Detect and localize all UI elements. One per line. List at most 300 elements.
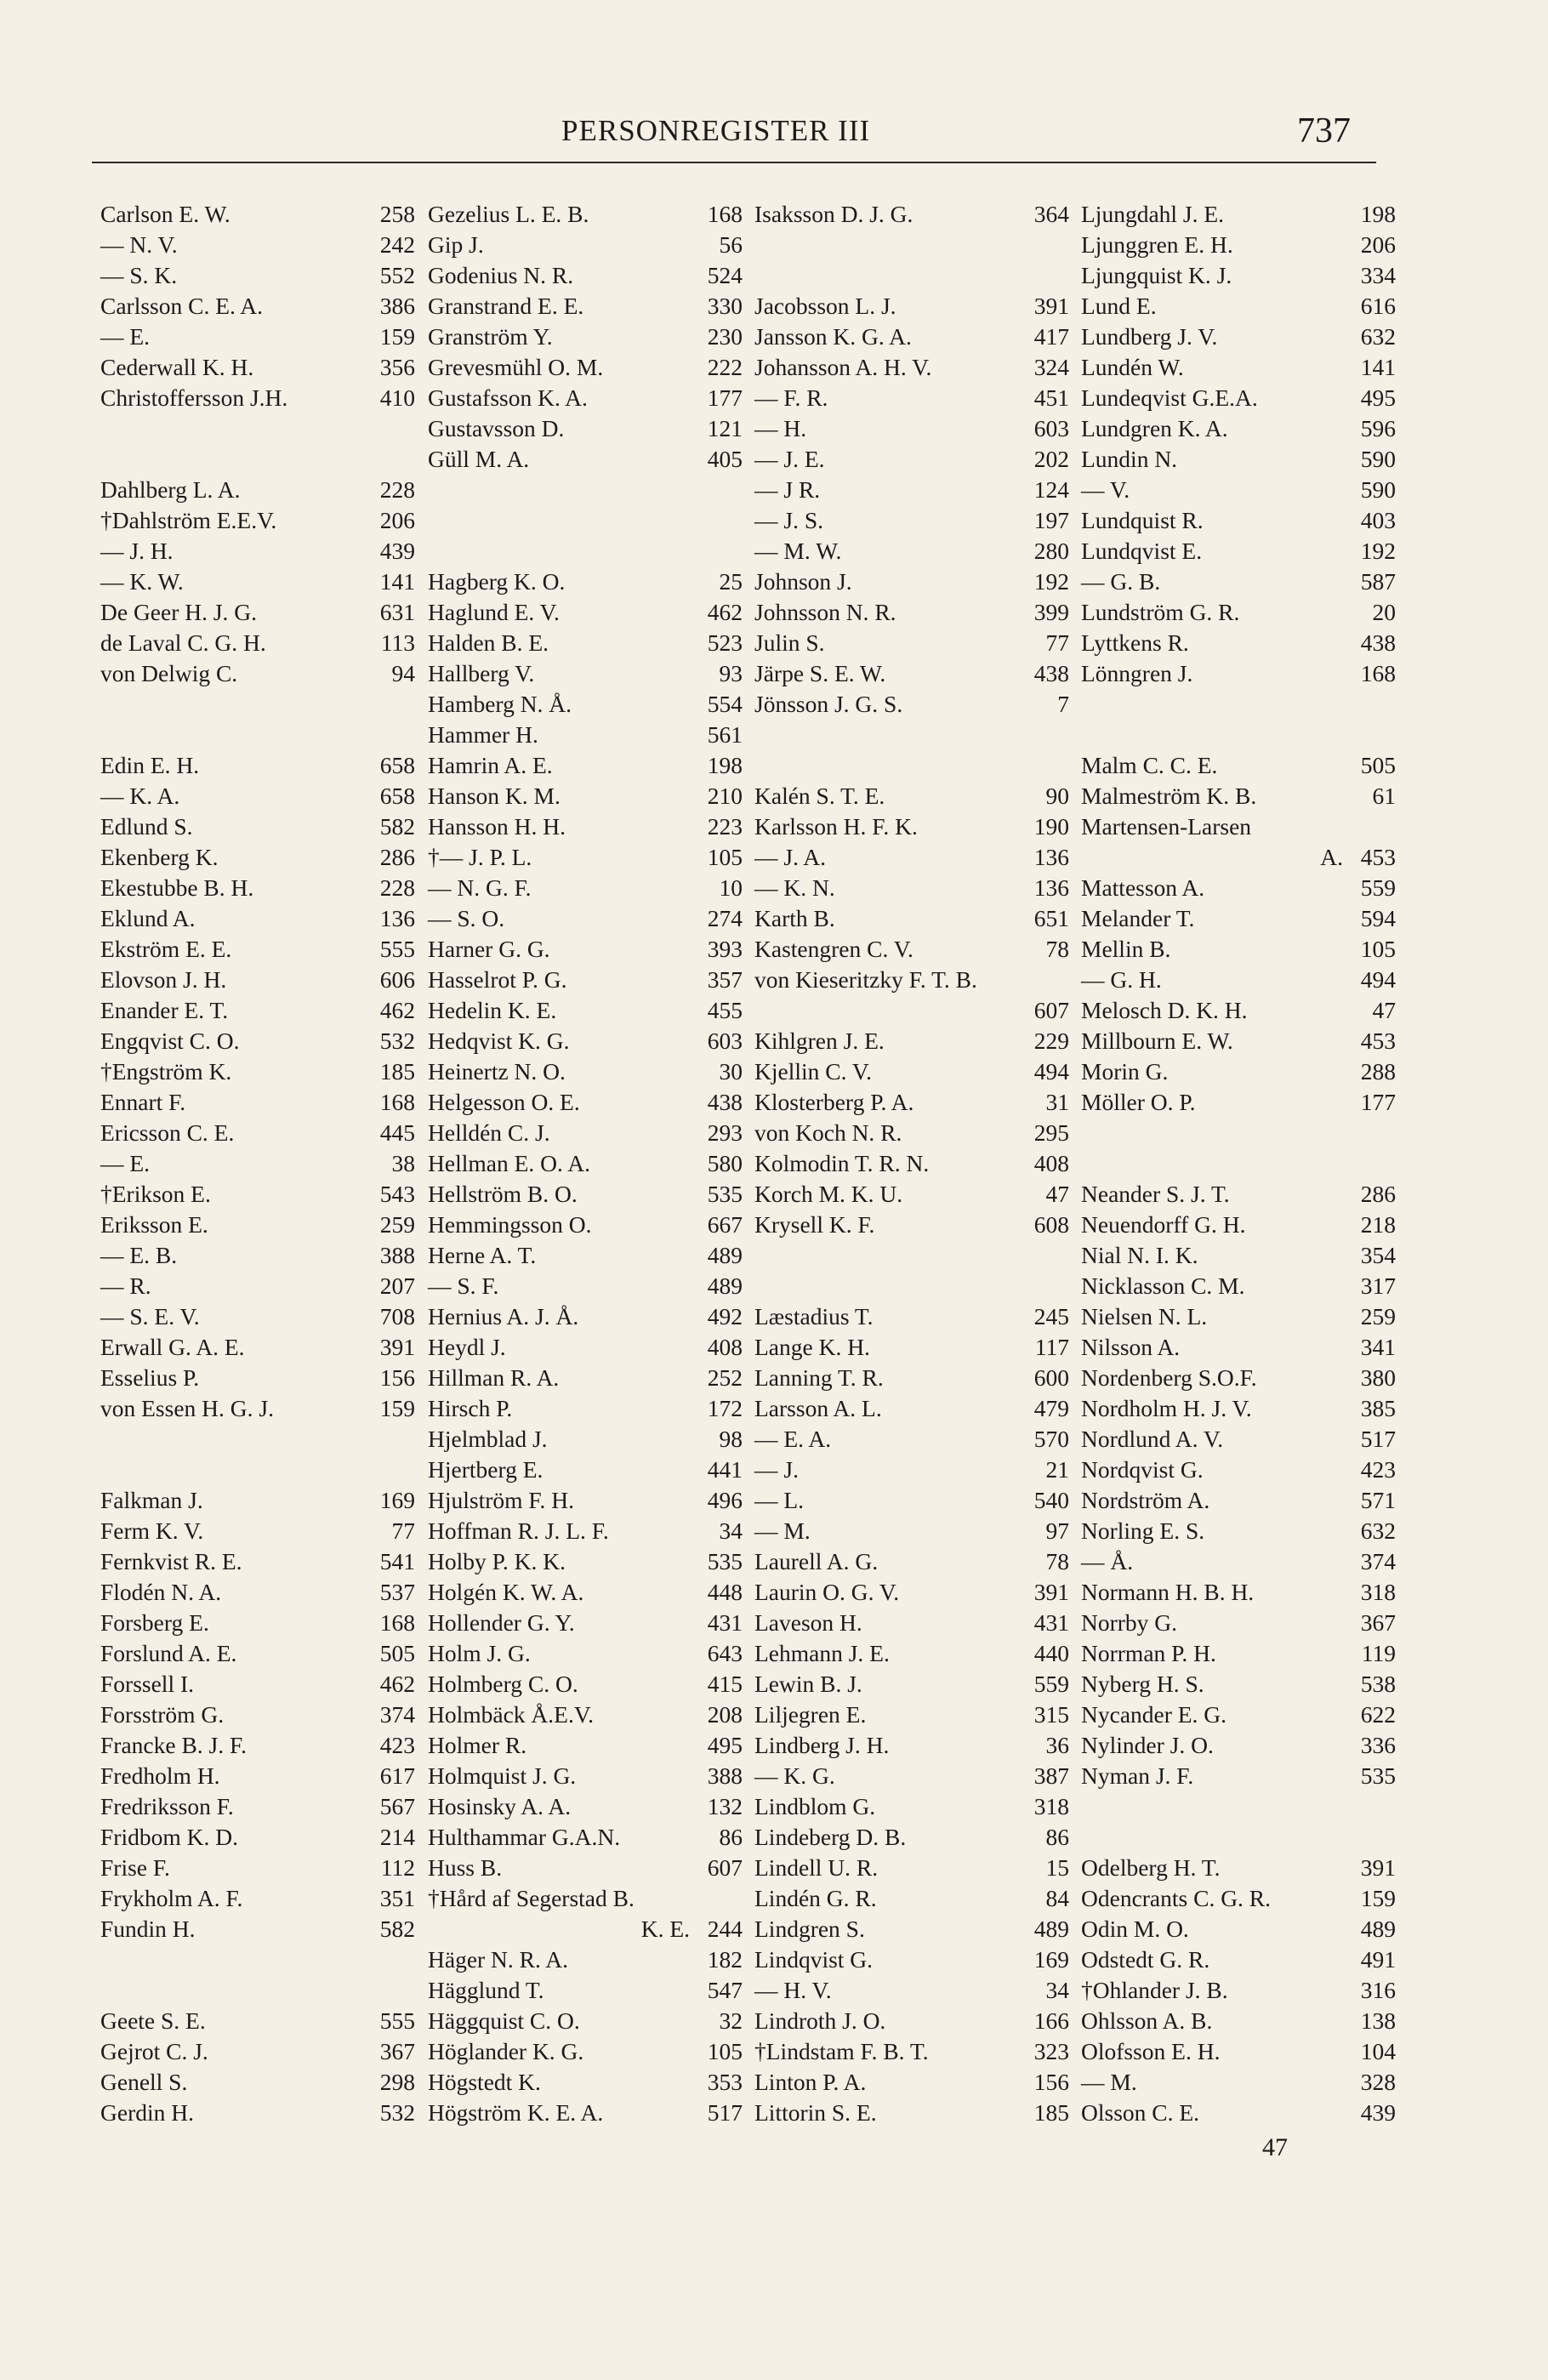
entry-page-number: 532: [379, 1028, 415, 1054]
entry-page-number: 20: [1372, 599, 1396, 625]
entry-page-number: 10: [719, 874, 743, 901]
entry-name: Hjelmblad J.: [428, 1426, 548, 1452]
entry-name: Laurell A. G.: [754, 1548, 879, 1574]
entry-page-number: 259: [379, 1211, 415, 1238]
entry-name: Hammer H.: [428, 721, 538, 748]
entry-page-number: 202: [1033, 446, 1069, 472]
entry-name: Jacobsson L. J.: [754, 293, 896, 319]
entry-page-number: 495: [707, 1732, 743, 1758]
entry-name: Edin E. H.: [100, 752, 200, 778]
entry-name: Forslund A. E.: [100, 1640, 237, 1666]
entry-page-number: 316: [1360, 1977, 1396, 2003]
entry-page-number: 494: [1360, 966, 1396, 993]
entry-name: Hjertberg E.: [428, 1456, 544, 1483]
entry-page-number: 229: [1033, 1028, 1069, 1054]
index-entry: [1081, 842, 1396, 873]
index-entry: [1081, 1485, 1396, 1516]
index-entry: [1081, 995, 1396, 1026]
entry-name: Lundin N.: [1081, 446, 1178, 472]
entry-name: Ljungdahl J. E.: [1081, 201, 1225, 227]
entry-page-number: 462: [379, 1671, 415, 1697]
entry-page-number: 341: [1360, 1334, 1396, 1360]
entry-name: — N. V.: [100, 231, 178, 258]
entry-name: Nilsson A.: [1081, 1334, 1181, 1360]
entry-name: Johnsson N. R.: [754, 599, 896, 625]
entry-page-number: 104: [1360, 2038, 1396, 2064]
index-entry: [1081, 1669, 1396, 1700]
index-entry: [428, 750, 743, 781]
entry-name: — S. K.: [100, 262, 178, 288]
entry-name: Hamberg N. Å.: [428, 691, 572, 717]
entry-page-number: 168: [1360, 660, 1396, 686]
index-entry: [754, 2067, 1069, 2098]
index-entry: [100, 322, 415, 352]
entry-page-number: 554: [707, 691, 743, 717]
entry-page-number: 198: [1360, 201, 1396, 227]
entry-name: de Laval C. G. H.: [100, 629, 266, 656]
index-entry: [754, 1975, 1069, 2006]
entry-page-number: 218: [1360, 1211, 1396, 1238]
entry-page-number: 537: [379, 1579, 415, 1605]
entry-page-number: 631: [379, 599, 415, 625]
index-entry: [754, 1914, 1069, 1944]
entry-name: Halden B. E.: [428, 629, 549, 656]
index-entry: [428, 1761, 743, 1791]
index-entry: [754, 1148, 1069, 1179]
index-entry: [428, 1883, 743, 1914]
entry-page-number: 252: [707, 1364, 743, 1391]
entry-name: — J. A.: [754, 844, 827, 870]
index-entry: [754, 1638, 1069, 1669]
entry-name: Liljegren E.: [754, 1701, 867, 1728]
entry-page-number: 280: [1033, 538, 1069, 564]
entry-name: Ljunggren E. H.: [1081, 231, 1233, 258]
index-entry: [100, 536, 415, 567]
index-entry: [428, 1730, 743, 1761]
entry-page-number: 208: [707, 1701, 743, 1728]
entry-name: — J. H.: [100, 538, 174, 564]
index-entry: [428, 1669, 743, 1700]
index-entry: [1081, 1883, 1396, 1914]
entry-name: Kolmodin T. R. N.: [754, 1150, 930, 1176]
entry-name: Hasselrot P. G.: [428, 966, 567, 993]
entry-page-number: 354: [1360, 1242, 1396, 1268]
index-entry: [428, 1516, 743, 1546]
entry-name: Odencrants C. G. R.: [1081, 1885, 1272, 1911]
entry-page-number: 386: [379, 293, 415, 319]
entry-page-number: 98: [719, 1426, 743, 1452]
index-entry: [1081, 873, 1396, 903]
entry-name: Ohlsson A. B.: [1081, 2007, 1213, 2034]
entry-page-number: 555: [379, 2007, 415, 2034]
index-entry: [1081, 1638, 1396, 1669]
entry-name: Hedelin K. E.: [428, 997, 557, 1023]
entry-page-number: 288: [1360, 1058, 1396, 1085]
index-entry: [754, 1546, 1069, 1577]
index-entry: [428, 322, 743, 352]
entry-page-number: 34: [719, 1517, 743, 1544]
index-entry: [428, 1791, 743, 1822]
index-entry: [100, 873, 415, 903]
entry-page-number: 492: [707, 1303, 743, 1329]
index-entry: [100, 1669, 415, 1700]
entry-page-number: 453: [1360, 1028, 1396, 1054]
index-entry: [428, 1424, 743, 1455]
index-entry: [428, 1700, 743, 1730]
entry-page-number: 489: [707, 1273, 743, 1299]
index-entry: [1081, 1516, 1396, 1546]
entry-page-number: 523: [707, 629, 743, 656]
index-entry: [754, 322, 1069, 352]
column-spacer: [754, 230, 1069, 291]
entry-page-number: 590: [1360, 476, 1396, 503]
index-entry: [754, 965, 1069, 995]
index-entry: [100, 1577, 415, 1608]
entry-page-number: 207: [379, 1273, 415, 1299]
index-entry: [100, 1761, 415, 1791]
entry-page-number: 417: [1033, 323, 1069, 350]
entry-page-number: 286: [1360, 1181, 1396, 1207]
entry-name: Hamrin A. E.: [428, 752, 553, 778]
entry-page-number: 77: [391, 1517, 415, 1544]
index-entry: [428, 995, 743, 1026]
entry-page-number: 315: [1033, 1701, 1069, 1728]
entry-page-number: 169: [379, 1487, 415, 1513]
entry-page-number: 192: [1033, 568, 1069, 595]
entry-name: Nordqvist G.: [1081, 1456, 1204, 1483]
index-entry: [1081, 2067, 1396, 2098]
index-entry: [428, 413, 743, 444]
entry-name: Melander T.: [1081, 905, 1195, 931]
entry-page-number: 374: [1360, 1548, 1396, 1574]
entry-name: — L.: [754, 1487, 805, 1513]
entry-name: Lindblom G.: [754, 1793, 876, 1819]
entry-page-number: 136: [1033, 844, 1069, 870]
entry-page-number: 244: [707, 1916, 743, 1942]
index-entry: [1081, 1056, 1396, 1087]
index-entry: [754, 873, 1069, 903]
entry-name: Morin G.: [1081, 1058, 1169, 1085]
entry-page-number: 408: [1033, 1150, 1069, 1176]
index-entry: [428, 1179, 743, 1210]
index-entry: [428, 1118, 743, 1148]
entry-page-number: 222: [707, 354, 743, 380]
index-entry: [754, 689, 1069, 720]
entry-page-number: 505: [379, 1640, 415, 1666]
index-entry: [428, 1638, 743, 1669]
entry-page-number: 403: [1360, 507, 1396, 533]
entry-name: Odstedt G. R.: [1081, 1946, 1210, 1973]
index-entry: [100, 965, 415, 995]
entry-name: — J. S.: [754, 507, 823, 533]
index-entry: [100, 475, 415, 505]
entry-name: — G. B.: [1081, 568, 1161, 595]
entry-page-number: 136: [1033, 874, 1069, 901]
entry-name: Klosterberg P. A.: [754, 1089, 914, 1115]
entry-name: Hosinsky A. A.: [428, 1793, 572, 1819]
entry-name: Lyttkens R.: [1081, 629, 1189, 656]
entry-page-number: 169: [1033, 1946, 1069, 1973]
entry-page-number: 374: [379, 1701, 415, 1728]
column-spacer: [100, 1424, 415, 1485]
entry-page-number: 440: [1033, 1640, 1069, 1666]
index-entry: [100, 1638, 415, 1669]
index-entry: [100, 199, 415, 230]
index-entry: [100, 260, 415, 291]
index-entry: [100, 1240, 415, 1271]
entry-name: Lindgren S.: [754, 1916, 865, 1942]
entry-page-number: 517: [1360, 1426, 1396, 1452]
entry-name: Hjulström F. H.: [428, 1487, 574, 1513]
entry-page-number: 380: [1360, 1364, 1396, 1391]
entry-page-number: 405: [707, 446, 743, 472]
index-entry: [1081, 1363, 1396, 1393]
entry-name: Forsström G.: [100, 1701, 225, 1728]
entry-name: Gustafsson K. A.: [428, 384, 588, 411]
index-entry: [754, 1332, 1069, 1363]
entry-page-number: 608: [1033, 1211, 1069, 1238]
index-entry: [100, 352, 415, 383]
entry-name: Lönngren J.: [1081, 660, 1193, 686]
entry-page-number: 423: [379, 1732, 415, 1758]
index-entry: [1081, 750, 1396, 781]
index-entry: [754, 597, 1069, 628]
column-spacer: [1081, 1118, 1396, 1179]
entry-page-number: 387: [1033, 1762, 1069, 1789]
column-spacer: [1081, 1791, 1396, 1853]
entry-page-number: 607: [707, 1854, 743, 1881]
entry-name: †Lindstam F. B. T.: [754, 2038, 929, 2064]
entry-name: Lanning T. R.: [754, 1364, 884, 1391]
index-entry: [428, 260, 743, 291]
entry-page-number: 182: [707, 1946, 743, 1973]
index-entry: [100, 1271, 415, 1301]
index-entry: [1081, 903, 1396, 934]
entry-name: Lundeqvist G.E.A.: [1081, 384, 1258, 411]
entry-page-number: 391: [1360, 1854, 1396, 1881]
entry-name: Ennart F.: [100, 1089, 186, 1115]
signature-mark: 47: [1262, 2133, 1288, 2161]
entry-page-number: 391: [1033, 293, 1069, 319]
index-entry: [100, 1118, 415, 1148]
entry-page-number: 388: [379, 1242, 415, 1268]
entry-name: Nylinder J. O.: [1081, 1732, 1214, 1758]
entry-page-number: 47: [1372, 997, 1396, 1023]
entry-name: Herne A. T.: [428, 1242, 537, 1268]
entry-page-number: 295: [1033, 1119, 1069, 1146]
entry-page-number: 156: [1033, 2069, 1069, 2095]
index-entry: [100, 1546, 415, 1577]
entry-name: Neander S. J. T.: [1081, 1181, 1230, 1207]
index-entry: [1081, 322, 1396, 352]
entry-page-number: 582: [379, 1916, 415, 1942]
entry-page-number: 552: [379, 262, 415, 288]
entry-name: Nordholm H. J. V.: [1081, 1395, 1252, 1421]
entry-name: Nicklasson C. M.: [1081, 1273, 1245, 1299]
index-entry: [100, 597, 415, 628]
entry-name: — V.: [1081, 476, 1130, 503]
index-entry: [754, 1700, 1069, 1730]
index-entry: [428, 720, 743, 750]
entry-page-number: 223: [707, 813, 743, 840]
entry-name: von Kieseritzky F. T. B.: [754, 966, 977, 993]
index-entry: [428, 1853, 743, 1883]
index-entry: [1081, 2006, 1396, 2036]
entry-name: Larsson A. L.: [754, 1395, 882, 1421]
index-entry: [1081, 597, 1396, 628]
column-spacer: [428, 475, 743, 567]
page-number: 737: [1297, 111, 1351, 151]
index-entry: [754, 934, 1069, 965]
entry-page-number: 445: [379, 1119, 415, 1146]
entry-name: Falkman J.: [100, 1487, 203, 1513]
entry-name: Lindqvist G.: [754, 1946, 874, 1973]
entry-page-number: 351: [379, 1885, 415, 1911]
index-entry: [100, 811, 415, 842]
entry-page-number: 324: [1033, 354, 1069, 380]
index-entry: [754, 842, 1069, 873]
entry-page-number: 293: [707, 1119, 743, 1146]
entry-page-number: 113: [380, 629, 415, 656]
entry-name: Lindell U. R.: [754, 1854, 879, 1881]
entry-page-number: 415: [707, 1671, 743, 1697]
index-entry: [428, 1455, 743, 1485]
entry-name: Holmberg C. O.: [428, 1671, 578, 1697]
index-entry: [754, 2098, 1069, 2128]
entry-name: Christoffersson J.H.: [100, 384, 288, 411]
entry-page-number: 357: [707, 966, 743, 993]
entry-page-number: 38: [391, 1150, 415, 1176]
entry-page-number: 242: [379, 231, 415, 258]
entry-name: Laveson H.: [754, 1609, 862, 1636]
index-entry: [100, 1883, 415, 1914]
index-entry: [754, 1608, 1069, 1638]
entry-page-number: 651: [1033, 905, 1069, 931]
index-entry: [1081, 1914, 1396, 1944]
entry-page-number: 489: [1360, 1916, 1396, 1942]
entry-name: Lundberg J. V.: [1081, 323, 1218, 350]
entry-name: — S. E. V.: [100, 1303, 200, 1329]
entry-name: Mattesson A.: [1081, 874, 1205, 901]
index-entry: [754, 1761, 1069, 1791]
entry-page-number: 491: [1360, 1946, 1396, 1973]
index-entry: [1081, 1761, 1396, 1791]
index-entry: [1081, 2036, 1396, 2067]
index-entry: [428, 1608, 743, 1638]
index-entry: [754, 1883, 1069, 1914]
index-entry: [428, 352, 743, 383]
entry-name: Gustavsson D.: [428, 415, 565, 441]
entry-page-number: 658: [379, 752, 415, 778]
entry-page-number: 228: [379, 476, 415, 503]
index-entry: [754, 1363, 1069, 1393]
index-entry: [100, 1148, 415, 1179]
entry-name: Huss B.: [428, 1854, 503, 1881]
entry-name: Hedqvist K. G.: [428, 1028, 570, 1054]
index-entry: [1081, 1700, 1396, 1730]
entry-name: Fundin H.: [100, 1916, 196, 1942]
entry-page-number: 172: [707, 1395, 743, 1421]
index-entry: [1081, 1301, 1396, 1332]
index-entry: [100, 2098, 415, 2128]
entry-name: Mellin B.: [1081, 936, 1171, 962]
entry-name: Neuendorff G. H.: [1081, 1211, 1246, 1238]
index-entry: [754, 505, 1069, 536]
entry-name: Fredholm H.: [100, 1762, 220, 1789]
index-entry: [428, 2006, 743, 2036]
index-entry: [100, 1210, 415, 1240]
entry-page-number: 141: [1360, 354, 1396, 380]
index-entry: [100, 1700, 415, 1730]
entry-name: Isaksson D. J. G.: [754, 201, 913, 227]
entry-name: Möller O. P.: [1081, 1089, 1196, 1115]
index-entry: [1081, 1608, 1396, 1638]
entry-page-number: 587: [1360, 568, 1396, 595]
entry-name: — E. B.: [100, 1242, 178, 1268]
header-title: PERSONREGISTER III: [561, 114, 871, 147]
entry-page-number: 517: [707, 2099, 743, 2126]
entry-page-number: 56: [719, 231, 743, 258]
entry-page-number: 367: [1360, 1609, 1396, 1636]
index-entry: [1081, 536, 1396, 567]
entry-name: Lindén G. R.: [754, 1885, 877, 1911]
index-entry: [1081, 781, 1396, 811]
entry-name: — J. E.: [754, 446, 825, 472]
index-entry: [100, 505, 415, 536]
index-entry: [428, 2036, 743, 2067]
entry-page-number: 206: [379, 507, 415, 533]
entry-page-number: 84: [1045, 1885, 1069, 1911]
entry-page-number: 667: [707, 1211, 743, 1238]
entry-page-number: 138: [1360, 2007, 1396, 2034]
entry-page-number: 318: [1360, 1579, 1396, 1605]
entry-page-number: 570: [1033, 1426, 1069, 1452]
entry-page-number: 318: [1033, 1793, 1069, 1819]
entry-page-number: 431: [707, 1609, 743, 1636]
entry-page-number: 364: [1033, 201, 1069, 227]
entry-name: Höglander K. G.: [428, 2038, 584, 2064]
entry-name: Lundquist R.: [1081, 507, 1204, 533]
entry-page-number: 185: [1033, 2099, 1069, 2126]
entry-page-number: 168: [707, 201, 743, 227]
entry-name: Ericsson C. E.: [100, 1119, 235, 1146]
entry-page-number: 356: [379, 354, 415, 380]
entry-page-number: 643: [707, 1640, 743, 1666]
index-entry: [428, 1301, 743, 1332]
entry-name: Littorin S. E.: [754, 2099, 877, 2126]
entry-page-number: 105: [707, 844, 743, 870]
entry-name: Jönsson J. G. S.: [754, 691, 903, 717]
entry-name: von Delwig C.: [100, 660, 238, 686]
entry-name: Hellman E. O. A.: [428, 1150, 590, 1176]
index-entry: [1081, 413, 1396, 444]
index-entry: [1081, 1087, 1396, 1118]
entry-name: †Engström K.: [100, 1058, 232, 1085]
entry-page-number: 197: [1033, 507, 1069, 533]
index-entry: [428, 1026, 743, 1056]
index-entry: [1081, 1546, 1396, 1577]
entry-page-number: 538: [1360, 1671, 1396, 1697]
entry-page-number: 453: [1360, 844, 1396, 870]
index-entry: [428, 628, 743, 658]
index-entry: [428, 965, 743, 995]
entry-page-number: 61: [1372, 783, 1396, 809]
index-entry: [100, 1363, 415, 1393]
index-entry: [1081, 505, 1396, 536]
index-entry: [754, 291, 1069, 322]
index-entry: [754, 903, 1069, 934]
entry-name: Hellström B. O.: [428, 1181, 578, 1207]
